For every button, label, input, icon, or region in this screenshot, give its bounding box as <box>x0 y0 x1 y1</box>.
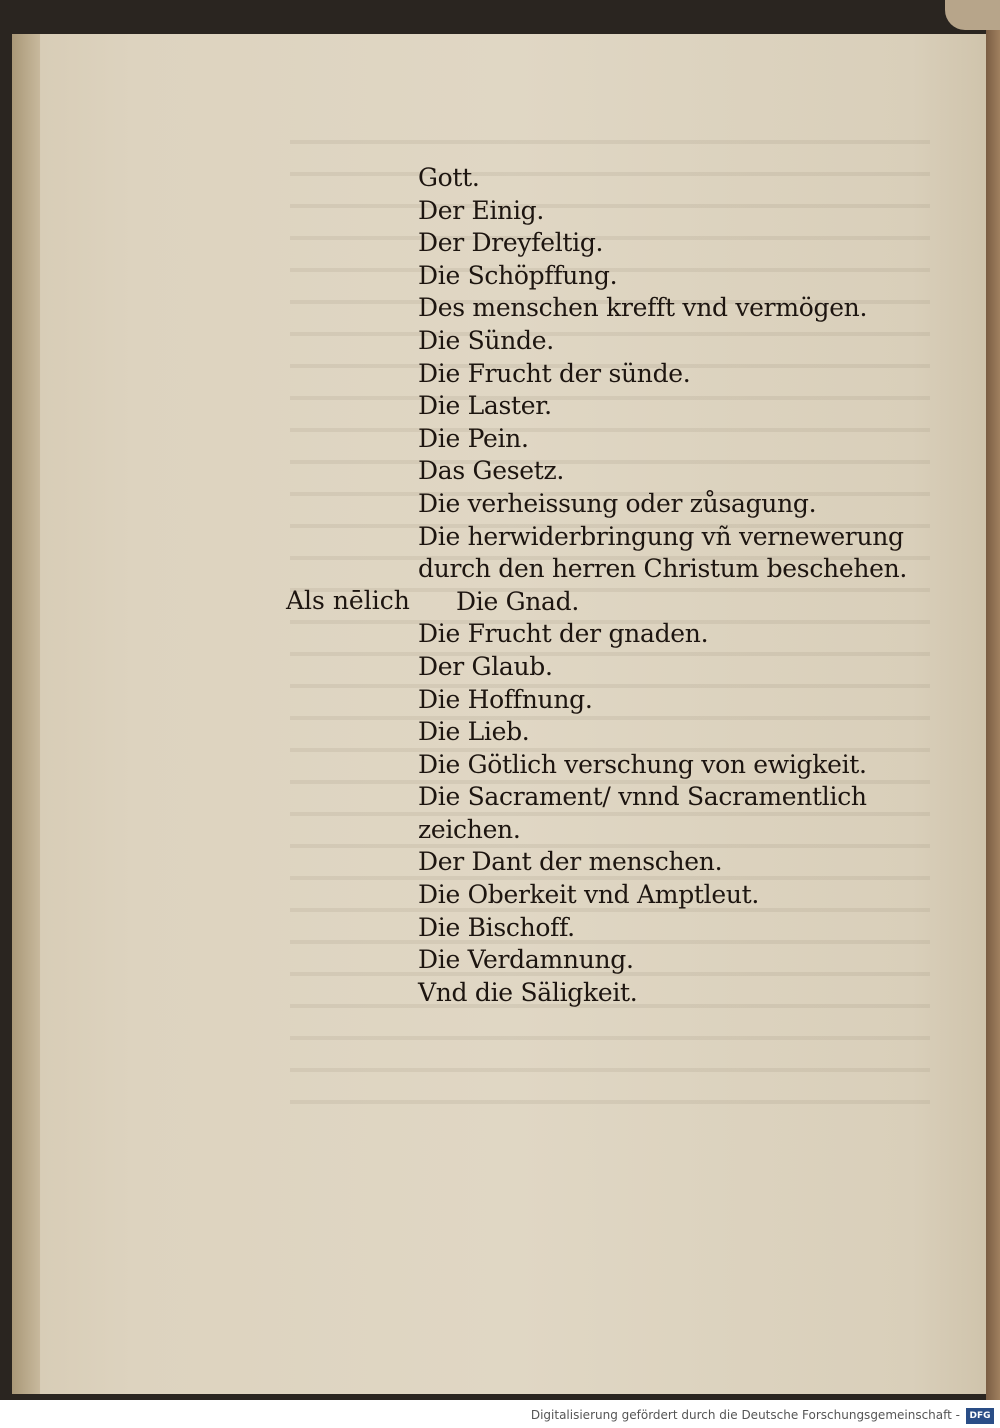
list-item: Die Verdamnung. <box>418 945 634 975</box>
list-item: Die Götlich verschung von ewigkeit. <box>418 749 867 779</box>
list-item: Die Frucht der sünde. <box>418 358 691 388</box>
topic-list <box>418 162 907 1009</box>
list-item: Die Hoffnung. <box>418 684 593 714</box>
binding-edge <box>986 30 1000 1400</box>
list-item: Die Sünde. <box>418 325 554 355</box>
list-item: Die Laster. <box>418 391 552 421</box>
page-corner-tear <box>945 0 1000 30</box>
list-item: Das Gesetz. <box>418 456 564 486</box>
footer-bar <box>0 1400 1000 1428</box>
list-item: durch den herren Christum beschehen. <box>418 554 908 584</box>
list-item: Die herwiderbringung vñ vernewerung <box>418 521 904 551</box>
list-item: Die Schöpffung. <box>418 260 618 290</box>
dfg-logo-icon: DFG <box>966 1408 994 1424</box>
list-item: Der Glaub. <box>418 651 553 681</box>
list-item: Die Pein. <box>418 423 529 453</box>
list-item: Gott. <box>418 163 480 192</box>
funding-credit: Digitalisierung gefördert durch die Deutsche Forschungsgemeinschaft - <box>530 1408 960 1422</box>
list-item: Der Einig. <box>418 195 545 225</box>
page-gutter <box>12 34 40 1394</box>
list-item: Die verheissung oder zůsagung. <box>418 488 817 518</box>
list-item: Die Oberkeit vnd Amptleut. <box>418 880 760 910</box>
list-item: Der Dant der menschen. <box>418 847 723 877</box>
list-item: Der Dreyfeltig. <box>418 228 604 258</box>
list-item: Vnd die Säligkeit. <box>418 977 638 1007</box>
list-item: Die Bischoff. <box>418 912 575 942</box>
list-item: Die Sacrament/ vnnd Sacramentlich <box>418 782 867 812</box>
list-item: zeichen. <box>418 814 521 844</box>
list-item: Die Frucht der gnaden. <box>418 619 709 649</box>
list-item: Des menschen krefft vnd vermögen. <box>418 293 868 323</box>
side-label: Als nēlich <box>286 586 410 615</box>
list-item: Die Lieb. <box>418 717 530 747</box>
list-item: Die Gnad. <box>456 586 580 616</box>
